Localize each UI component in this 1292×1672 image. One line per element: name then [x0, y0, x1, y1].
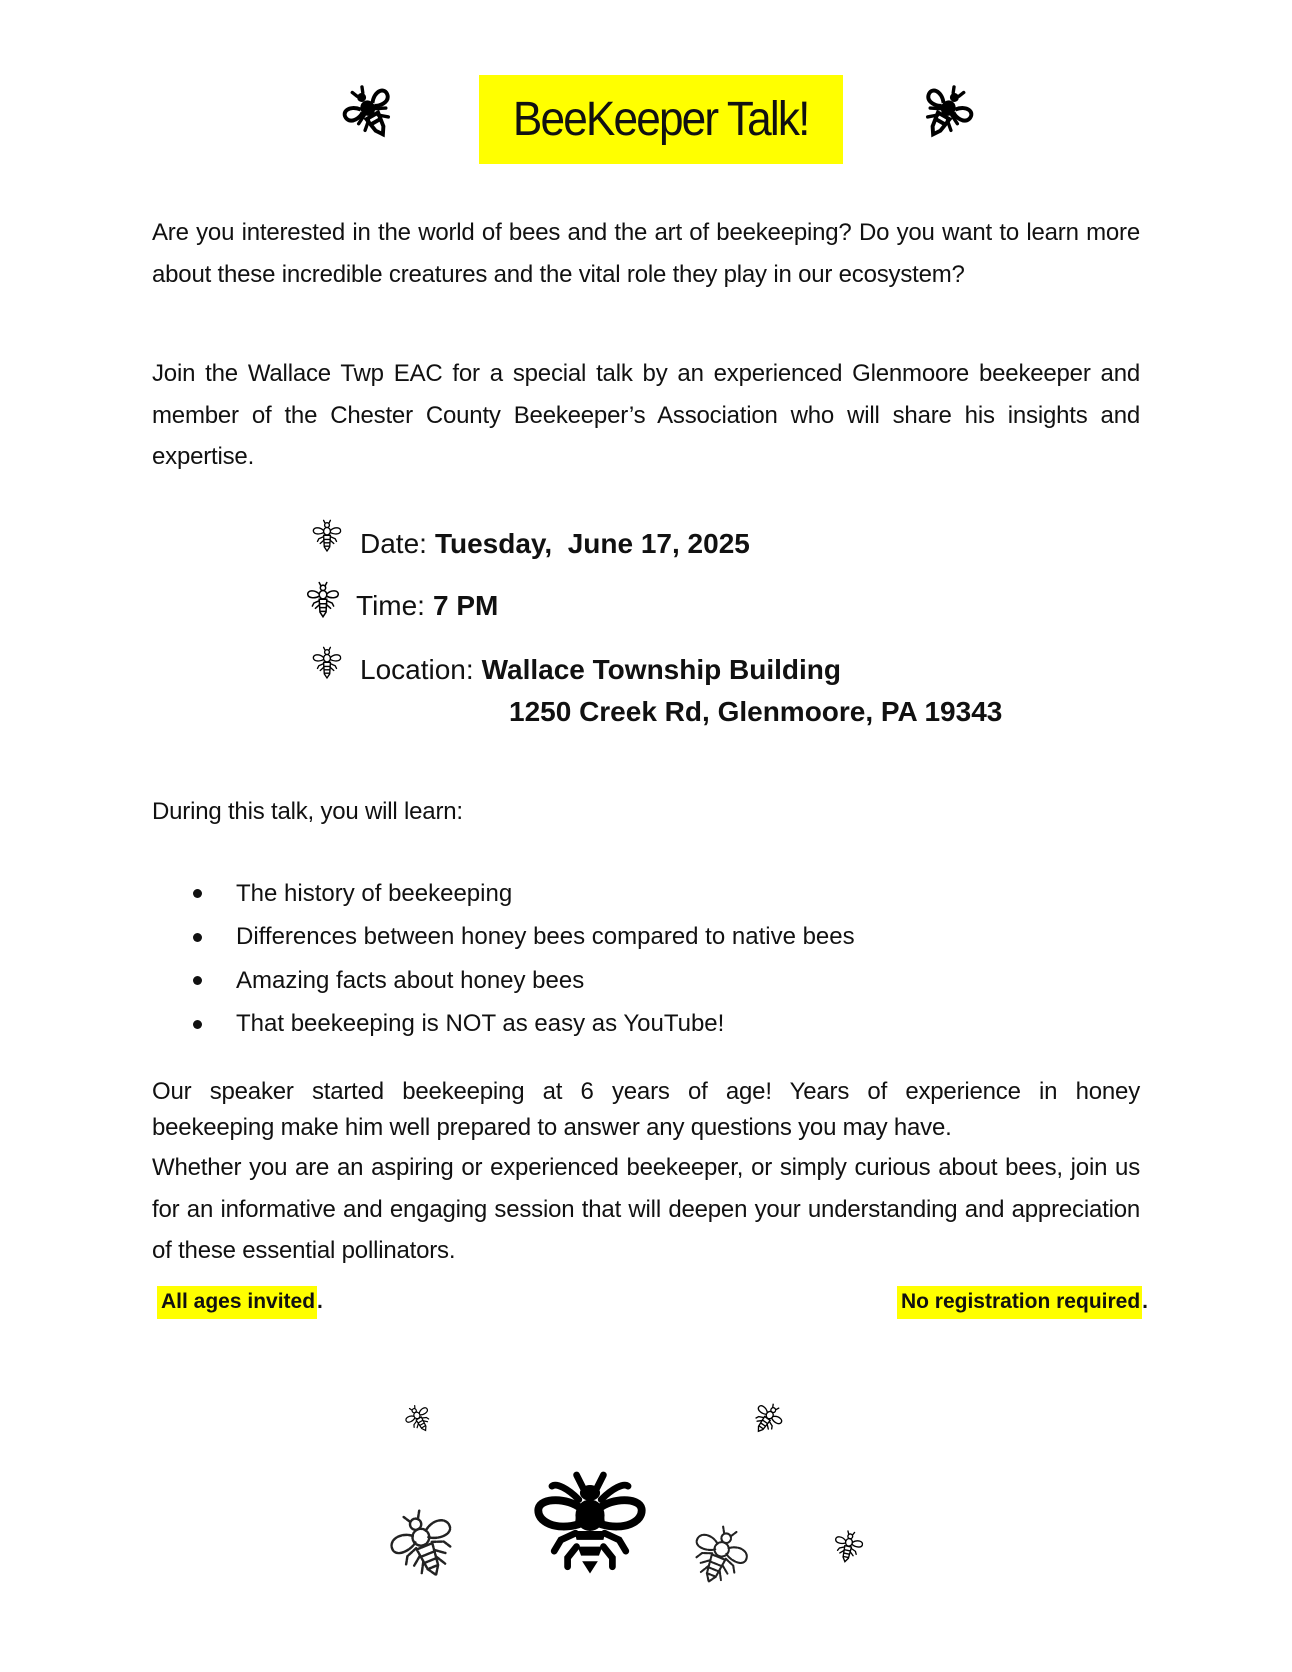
header-bee-left [342, 84, 398, 140]
learn-heading: During this talk, you will learn: [152, 798, 463, 825]
bee-outline-icon [308, 519, 346, 553]
bottom-bee-5 [677, 1516, 761, 1596]
list-item-text: Differences between honey bees compared to native bees [236, 923, 855, 951]
intro-paragraph-1: Are you interested in the world of bees and the art of beekeeping? Do you want to learn more about these incredible creatures and the vital role they play in our ecosystem? [152, 219, 1140, 288]
bullet-icon [193, 933, 202, 942]
list-item [190, 1003, 855, 1047]
location-value-line-1: Wallace Township Building [481, 654, 841, 685]
time-label: Time: [356, 590, 425, 621]
bullet-icon [193, 889, 202, 898]
bottom-bee-3 [374, 1498, 474, 1593]
date-value: Tuesday, June 17, 2025 [434, 528, 750, 559]
no-registration-text: No registration required [897, 1286, 1142, 1319]
intro-paragraph-2: Join the Wallace Twp EAC for a special talk by an experienced Glenmoore beekeeper and member of the Chester County Beekeeper’s Association who will share his insights and expertise. [152, 360, 1140, 470]
no-registration-note [897, 1288, 1148, 1316]
date-label: Date: [360, 528, 427, 559]
list-item-text: Amazing facts about honey bees [236, 966, 585, 994]
date-row [308, 528, 750, 560]
list-item [190, 959, 855, 1003]
bee-icon [918, 84, 974, 140]
location-row [308, 654, 841, 686]
all-ages-text: All ages invited [157, 1286, 317, 1319]
bee-outline-icon [308, 646, 346, 680]
bottom-bee-6 [827, 1527, 869, 1568]
list-item-text: The history of beekeeping [236, 879, 513, 907]
bottom-bee-2 [743, 1395, 790, 1442]
list-item [190, 872, 855, 916]
bee-sketch-icon [374, 1498, 474, 1593]
bee-small-outline-icon [827, 1527, 869, 1568]
bee-large-solid-icon [528, 1466, 652, 1578]
time-row [304, 590, 498, 622]
location-value-line-2: 1250 Creek Rd, Glenmoore, PA 19343 [509, 696, 1003, 727]
bee-sketch-icon [677, 1516, 761, 1596]
location-label: Location: [360, 654, 474, 685]
page-title: BeeKeeper Talk! [513, 93, 809, 146]
time-value: 7 PM [432, 590, 499, 621]
bullet-icon [193, 976, 202, 985]
bullet-icon [193, 1020, 202, 1029]
list-item-text: That beekeeping is NOT as easy as YouTube! [236, 1010, 725, 1038]
speaker-paragraph-rest: Whether you are an aspiring or experienced beekeeper, or simply curious about bees, join us for an informative and engaging session that will deepen your understanding and appreciation of these essential pollinators. [152, 1154, 1140, 1264]
bee-outline-icon [304, 581, 342, 619]
all-ages-note [157, 1288, 323, 1316]
speaker-paragraph [152, 1074, 1140, 1146]
learn-list [190, 872, 855, 1046]
bee-small-outline-icon [399, 1399, 440, 1440]
speaker-line-1: Our speaker started beekeeping at 6 years of age! Years of experience in honey [152, 1078, 1140, 1105]
list-item [190, 916, 855, 960]
header-bee-right [918, 84, 974, 140]
bee-small-outline-icon [743, 1395, 790, 1442]
location-row-2 [509, 696, 1002, 728]
period: . [317, 1290, 323, 1313]
bee-icon [342, 84, 398, 140]
period: . [1142, 1290, 1148, 1313]
title-highlight [479, 75, 843, 164]
bottom-bee-1 [399, 1399, 440, 1440]
bottom-bee-4 [528, 1466, 652, 1578]
speaker-line-2: beekeeping make him well prepared to answer any questions you may have. [152, 1114, 952, 1141]
